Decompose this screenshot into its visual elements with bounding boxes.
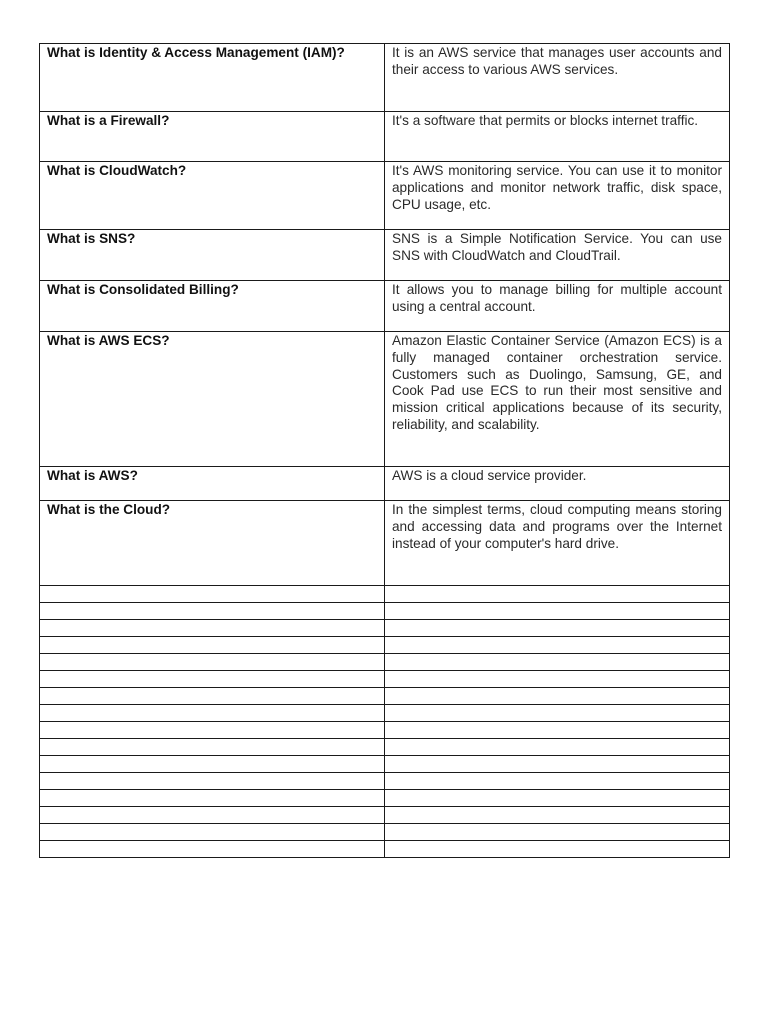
table-row	[40, 162, 730, 230]
answer-cell: In the simplest terms, cloud computing means storing and accessing data and programs over the Internet instead of your computer's hard drive.	[385, 501, 730, 586]
question-cell: What is AWS?	[40, 467, 385, 501]
empty-table-row	[40, 824, 730, 841]
question-cell: What is Identity & Access Management (IAM)?	[40, 44, 385, 112]
empty-cell	[385, 671, 730, 688]
empty-cell	[385, 739, 730, 756]
empty-cell	[385, 637, 730, 654]
empty-cell	[385, 654, 730, 671]
empty-cell	[40, 756, 385, 773]
empty-cell	[40, 739, 385, 756]
table-row	[40, 281, 730, 332]
empty-cell	[385, 603, 730, 620]
table-row	[40, 501, 730, 586]
empty-cell	[40, 841, 385, 858]
answer-cell: It allows you to manage billing for multiple account using a central account.	[385, 281, 730, 332]
answer-cell: It is an AWS service that manages user accounts and their access to various AWS services.	[385, 44, 730, 112]
empty-table-row	[40, 586, 730, 603]
empty-table-row	[40, 773, 730, 790]
empty-table-row	[40, 841, 730, 858]
empty-table-row	[40, 807, 730, 824]
empty-cell	[40, 603, 385, 620]
empty-cell	[385, 586, 730, 603]
empty-cell	[385, 824, 730, 841]
empty-table-row	[40, 637, 730, 654]
qa-table	[39, 43, 730, 858]
question-cell: What is SNS?	[40, 230, 385, 281]
answer-cell: AWS is a cloud service provider.	[385, 467, 730, 501]
empty-table-row	[40, 756, 730, 773]
empty-cell	[385, 807, 730, 824]
empty-cell	[40, 773, 385, 790]
empty-cell	[40, 688, 385, 705]
empty-table-row	[40, 790, 730, 807]
empty-cell	[385, 773, 730, 790]
answer-cell: Amazon Elastic Container Service (Amazon ECS) is a fully managed container orchestration service. Customers such as Duolingo, Samsung, GE, and Cook Pad use ECS to run their most sensitive and mission critical applications because of its security, reliability, and scalability.	[385, 332, 730, 467]
empty-cell	[385, 841, 730, 858]
empty-cell	[40, 790, 385, 807]
table-row	[40, 230, 730, 281]
question-cell: What is a Firewall?	[40, 112, 385, 162]
table-row	[40, 112, 730, 162]
empty-cell	[40, 654, 385, 671]
empty-cell	[40, 807, 385, 824]
table-row	[40, 467, 730, 501]
answer-cell: It's AWS monitoring service. You can use it to monitor applications and monitor network traffic, disk space, CPU usage, etc.	[385, 162, 730, 230]
empty-table-row	[40, 671, 730, 688]
empty-table-row	[40, 603, 730, 620]
question-cell: What is CloudWatch?	[40, 162, 385, 230]
empty-table-row	[40, 688, 730, 705]
empty-table-row	[40, 739, 730, 756]
empty-cell	[385, 688, 730, 705]
empty-table-row	[40, 722, 730, 739]
empty-table-row	[40, 705, 730, 722]
empty-cell	[385, 790, 730, 807]
empty-cell	[40, 671, 385, 688]
empty-cell	[40, 620, 385, 637]
table-row	[40, 332, 730, 467]
empty-cell	[40, 586, 385, 603]
table-row	[40, 44, 730, 112]
empty-cell	[385, 756, 730, 773]
empty-cell	[385, 722, 730, 739]
question-cell: What is Consolidated Billing?	[40, 281, 385, 332]
empty-cell	[385, 620, 730, 637]
question-cell: What is AWS ECS?	[40, 332, 385, 467]
empty-cell	[40, 722, 385, 739]
empty-cell	[40, 824, 385, 841]
question-cell: What is the Cloud?	[40, 501, 385, 586]
answer-cell: It's a software that permits or blocks internet traffic.	[385, 112, 730, 162]
empty-table-row	[40, 654, 730, 671]
empty-cell	[385, 705, 730, 722]
answer-cell: SNS is a Simple Notification Service. You can use SNS with CloudWatch and CloudTrail.	[385, 230, 730, 281]
empty-table-row	[40, 620, 730, 637]
empty-cell	[40, 637, 385, 654]
empty-cell	[40, 705, 385, 722]
